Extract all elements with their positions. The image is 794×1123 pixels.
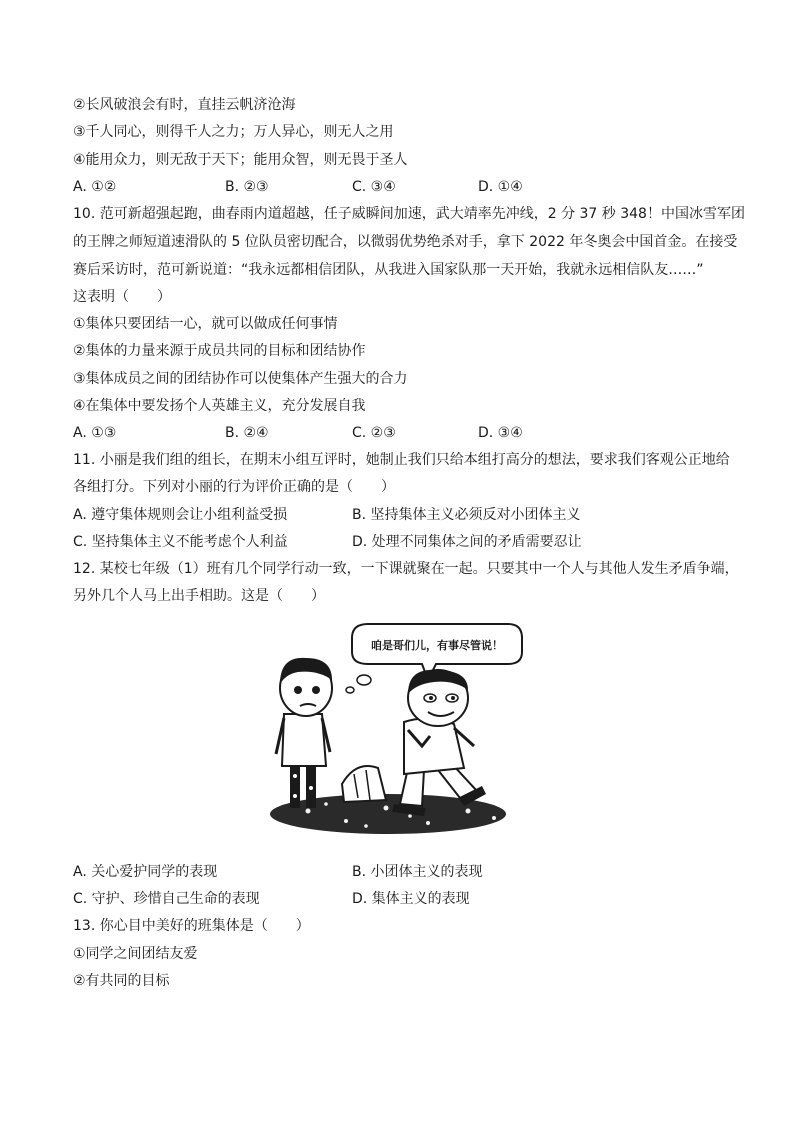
- q10-stem-line-3: 赛后采访时，范可新说道：“我永远都相信团队，从我进入国家队那一天开始，我就永远相信队友……”: [73, 262, 704, 278]
- q12-option-d[interactable]: D. 集体主义的表现: [352, 891, 470, 907]
- q13-statement-1: ①同学之间团结友爱: [73, 946, 198, 962]
- q9-statement-3: ③千人同心，则得千人之力；万人异心，则无人之用: [73, 124, 394, 140]
- q10-option-c[interactable]: C. ②③: [352, 425, 396, 441]
- q9-statement-4: ④能用众力，则无敌于天下；能用众智，则无畏于圣人: [73, 152, 408, 168]
- q12-stem-line-1: 12. 某校七年级（1）班有几个同学行动一致，一下课就聚在一起。只要其中一个人与其他人发生矛盾争端，: [73, 561, 739, 577]
- q11-option-c[interactable]: C. 坚持集体主义不能考虑个人利益: [73, 534, 288, 550]
- q13-statement-2: ②有共同的目标: [73, 973, 170, 989]
- q11-options-row-2: [73, 532, 733, 552]
- q12-option-c[interactable]: C. 守护、珍惜自己生命的表现: [73, 891, 260, 907]
- q11-options-row-1: [73, 505, 733, 525]
- q12-option-a[interactable]: A. 关心爱护同学的表现: [73, 864, 218, 880]
- q12-options-row-2: [73, 889, 733, 909]
- q12-options-row-1: [73, 862, 733, 882]
- bag: [342, 766, 386, 802]
- q10-option-d[interactable]: D. ③④: [478, 425, 523, 441]
- q9-options: [73, 177, 733, 197]
- q9-statement-2: ②长风破浪会有时，直挂云帆济沧海: [73, 97, 296, 113]
- q10-options: [73, 423, 733, 443]
- q11-option-a[interactable]: A. 遵守集体规则会让小组利益受损: [73, 507, 288, 523]
- q13-stem: 13. 你心目中美好的班集体是（ ）: [73, 918, 310, 934]
- q10-statement-4: ④在集体中要发扬个人英雄主义，充分发展自我: [73, 398, 366, 414]
- cartoon-illustration: [268, 618, 524, 840]
- q10-stem-line-2: 的王牌之师短道速滑队的 5 位队员密切配合，以微弱优势绝杀对手，拿下 2022 年冬奥会中国首金。在接受: [73, 234, 738, 250]
- q9-option-b[interactable]: B. ②③: [225, 179, 269, 195]
- left-boy-figure: [276, 658, 332, 808]
- q10-stem-line-1: 10. 范可新超强起跑，曲春雨内道超越，任子威瞬间加速，武大靖率先冲线，2 分 37 秒 348！中国冰雪军团: [73, 206, 745, 222]
- right-boy-figure: [392, 670, 486, 816]
- q10-statement-3: ③集体成员之间的团结协作可以使集体产生强大的合力: [73, 371, 408, 387]
- q12-stem-line-2: 另外几个人马上出手相助。这是（ ）: [73, 588, 325, 604]
- q9-option-c[interactable]: C. ③④: [352, 179, 396, 195]
- q10-stem-line-4: 这表明（ ）: [73, 289, 171, 305]
- q12-option-b[interactable]: B. 小团体主义的表现: [352, 864, 483, 880]
- q9-option-a[interactable]: A. ①②: [73, 179, 117, 195]
- speech-bubble-text: 咱是哥们儿，有事尽管说！: [371, 639, 503, 652]
- q11-stem-line-1: 11. 小丽是我们组的组长，在期末小组互评时，她制止我们只给本组打高分的想法，要求我们客观公正地给: [73, 452, 730, 468]
- q11-stem-line-2: 各组打分。下列对小丽的行为评价正确的是（ ）: [73, 479, 395, 495]
- q10-option-b[interactable]: B. ②④: [225, 425, 269, 441]
- q11-option-d[interactable]: D. 处理不同集体之间的矛盾需要忍让: [352, 534, 582, 550]
- q9-option-d[interactable]: D. ①④: [478, 179, 523, 195]
- q11-option-b[interactable]: B. 坚持集体主义必须反对小团体主义: [352, 507, 581, 523]
- q10-statement-2: ②集体的力量来源于成员共同的目标和团结协作: [73, 343, 366, 359]
- q10-option-a[interactable]: A. ①③: [73, 425, 117, 441]
- q10-statement-1: ①集体只要团结一心，就可以做成任何事情: [73, 316, 338, 332]
